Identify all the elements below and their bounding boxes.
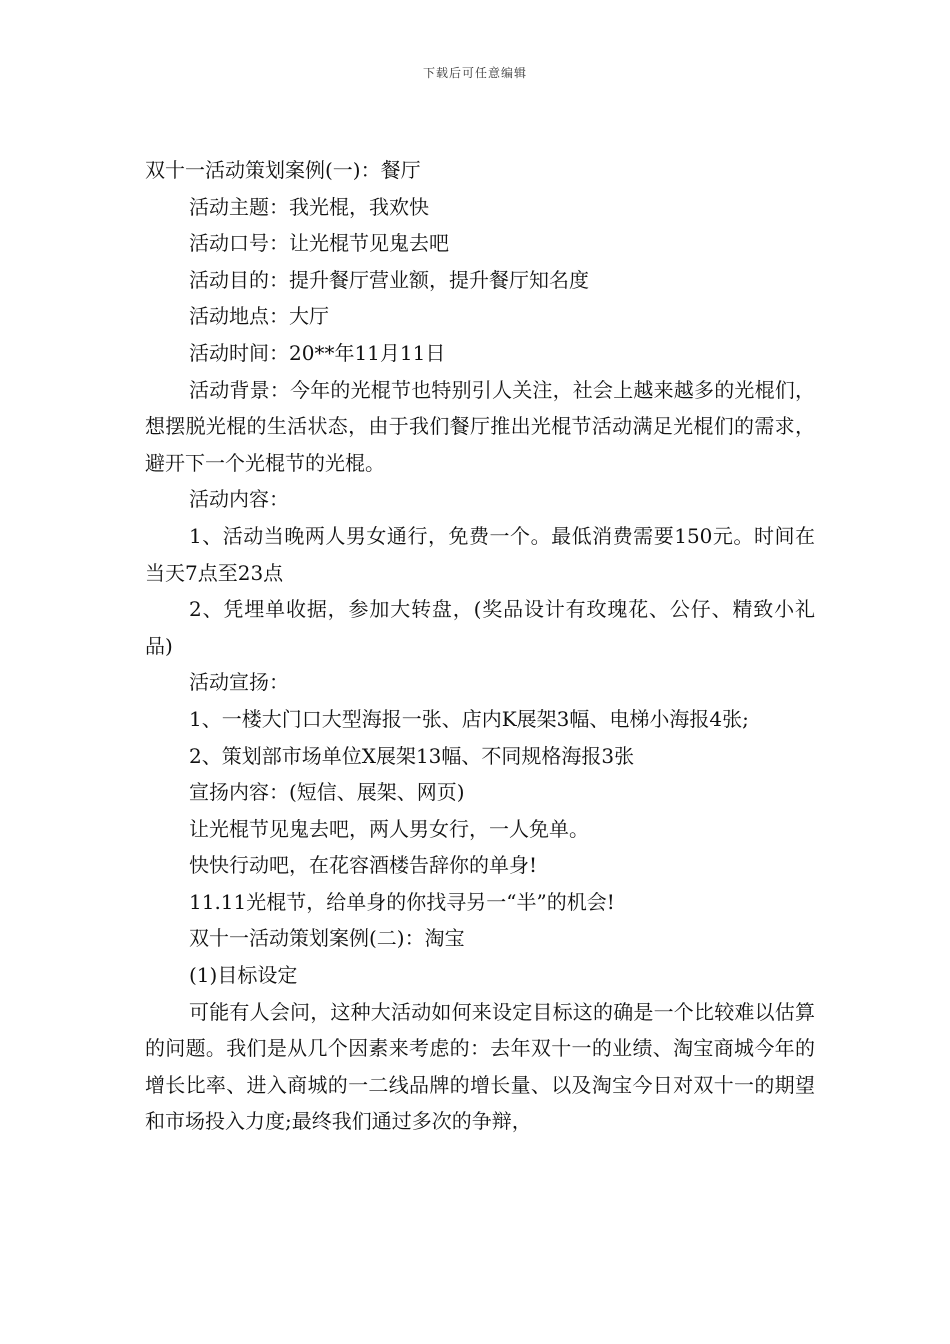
paragraph-slogan: 活动口号：让光棍节见鬼去吧 bbox=[189, 231, 449, 256]
paragraph-theme: 活动主题：我光棍，我欢快 bbox=[189, 194, 429, 219]
paragraph-promotion-item-2: 2、策划部市场单位X展架13幅、不同规格海报3张 bbox=[189, 743, 635, 768]
section-title-2: 双十一活动策划案例(二)：淘宝 bbox=[189, 926, 465, 951]
paragraph-slogan-line-3: 11.11光棍节，给单身的你找寻另一“半”的机会! bbox=[189, 889, 615, 914]
paragraph-content-item-2: 2、凭埋单收据，参加大转盘，(奖品设计有玫瑰花、公仔、精致小礼品) bbox=[145, 597, 815, 658]
paragraph-goal-body: 可能有人会问，这种大活动如何来设定目标这的确是一个比较难以估算的问题。我们是从几个因素来考虑的：去年双十一的业绩、淘宝商城今年的增长比率、进入商城的一二线品牌的增长量、以及淘宝今日对双十一的期望和市场投入力度;最终我们通过多次的争辩， bbox=[145, 999, 815, 1134]
paragraph-slogan-line-2: 快快行动吧，在花容酒楼告辞你的单身! bbox=[189, 853, 538, 878]
paragraph-content-heading: 活动内容： bbox=[189, 487, 289, 512]
paragraph-promotion-content: 宣扬内容：(短信、展架、网页) bbox=[189, 780, 465, 805]
document-body bbox=[145, 152, 815, 1140]
paragraph-location: 活动地点：大厅 bbox=[189, 304, 329, 329]
section-title-1: 双十一活动策划案例(一)：餐厅 bbox=[145, 158, 421, 182]
paragraph-purpose: 活动目的：提升餐厅营业额，提升餐厅知名度 bbox=[189, 267, 589, 292]
paragraph-time: 活动时间：20**年11月11日 bbox=[189, 340, 446, 365]
paragraph-background: 活动背景：今年的光棍节也特别引人关注，社会上越来越多的光棍们，想摆脱光棍的生活状态，由于我们餐厅推出光棍节活动满足光棍们的需求，避开下一个光棍节的光棍。 bbox=[145, 377, 815, 475]
paragraph-content-item-1: 1、活动当晚两人男女通行，免费一个。最低消费需要150元。时间在当天7点至23点 bbox=[145, 523, 815, 585]
paragraph-promotion-heading: 活动宣扬： bbox=[189, 670, 289, 695]
paragraph-promotion-item-1: 1、一楼大门口大型海报一张、店内K展架3幅、电梯小海报4张; bbox=[189, 706, 749, 731]
paragraph-goal-heading: (1)目标设定 bbox=[189, 963, 298, 988]
page-header-note: 下载后可任意编辑 bbox=[422, 66, 527, 80]
paragraph-slogan-line-1: 让光棍节见鬼去吧，两人男女行，一人免单。 bbox=[189, 816, 589, 841]
